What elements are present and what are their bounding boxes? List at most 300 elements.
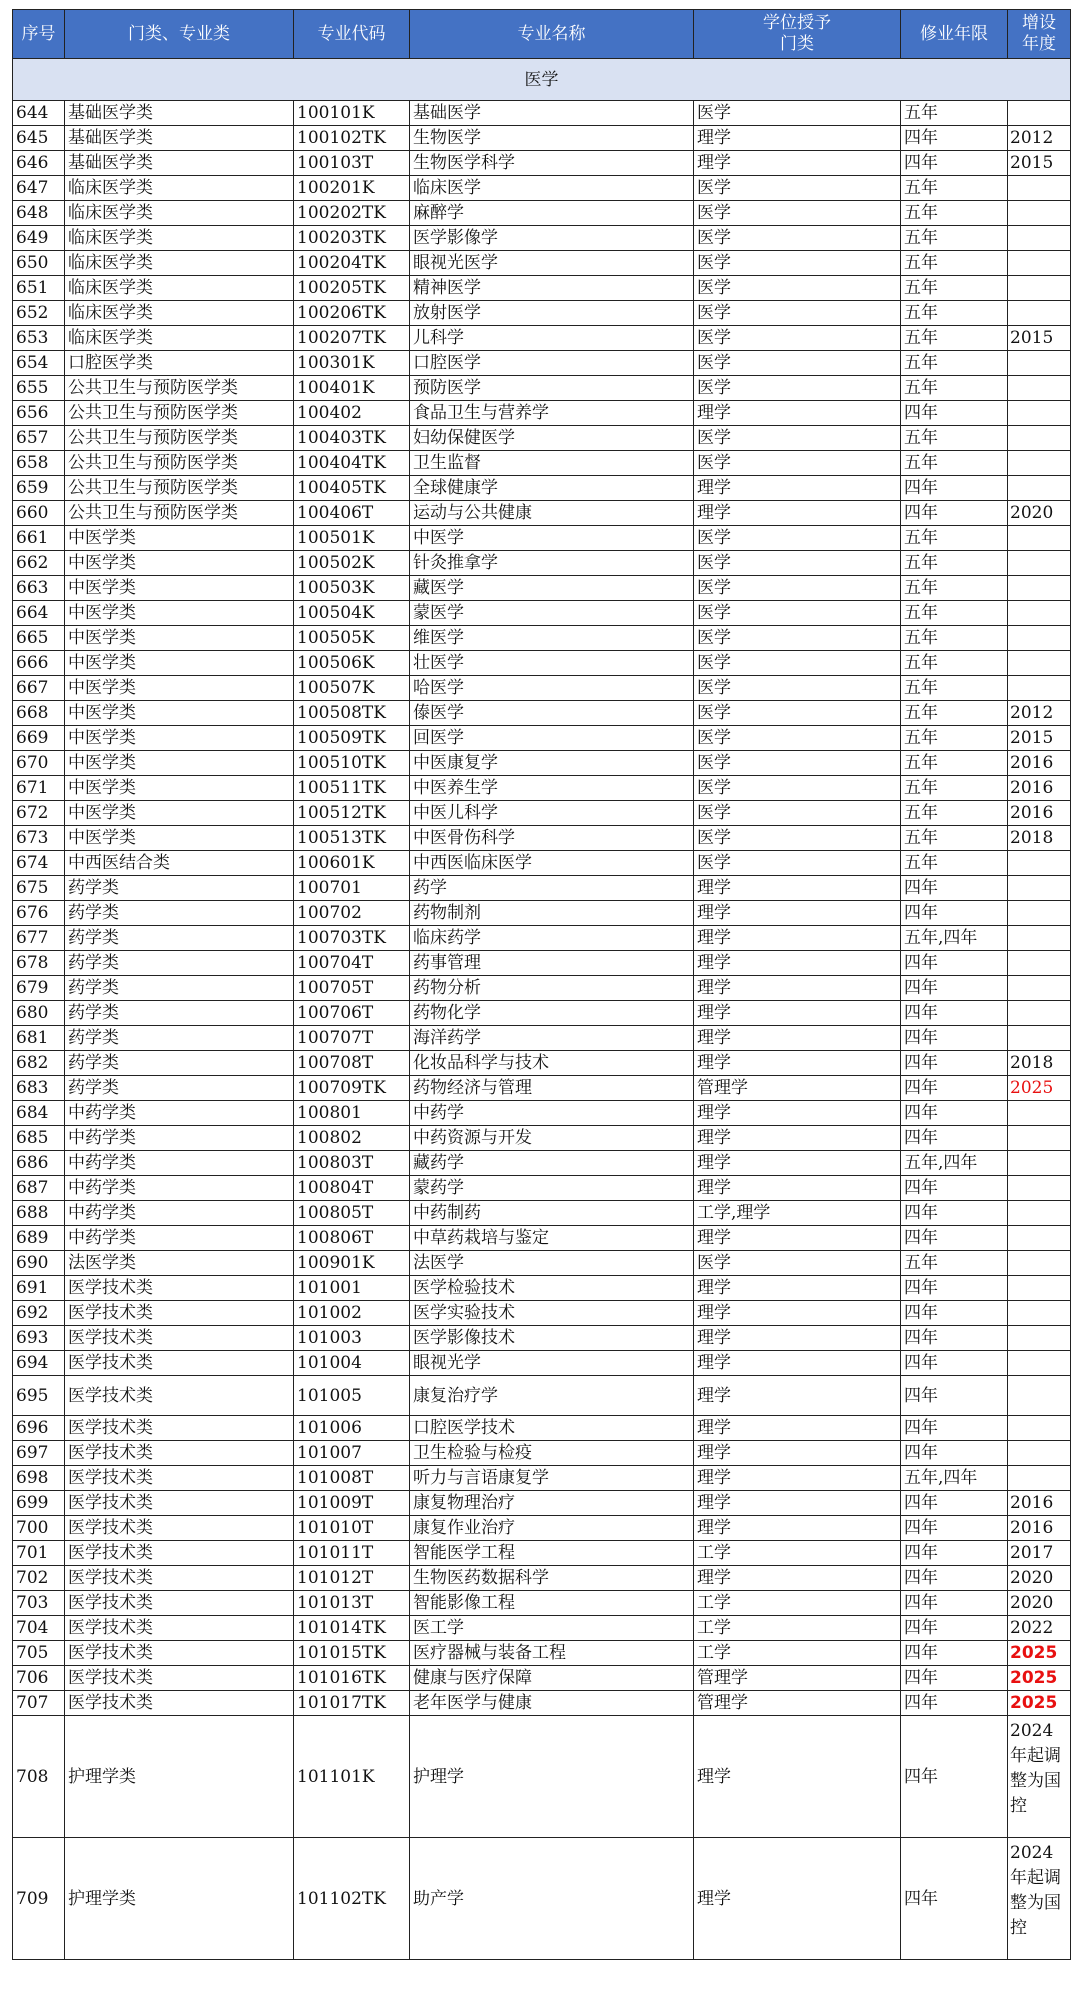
cell-duration: 四年 xyxy=(901,876,1008,901)
cell-degree: 理学 xyxy=(694,151,901,176)
table-row xyxy=(13,1226,1071,1251)
cell-category: 临床医学类 xyxy=(65,251,294,276)
cell-code: 101013T xyxy=(294,1591,410,1616)
cell-code: 100102TK xyxy=(294,126,410,151)
cell-year: 2012 xyxy=(1008,701,1071,726)
cell-name: 哈医学 xyxy=(410,676,694,701)
cell-code: 100403TK xyxy=(294,426,410,451)
cell-name: 中药资源与开发 xyxy=(410,1126,694,1151)
cell-code: 100804T xyxy=(294,1176,410,1201)
cell-code: 100601K xyxy=(294,851,410,876)
table-row xyxy=(13,651,1071,676)
cell-duration: 四年 xyxy=(901,1226,1008,1251)
cell-degree: 理学 xyxy=(694,1516,901,1541)
cell-seq: 667 xyxy=(13,676,65,701)
cell-degree: 医学 xyxy=(694,301,901,326)
cell-year: 2025 xyxy=(1008,1691,1071,1716)
cell-degree: 工学 xyxy=(694,1616,901,1641)
cell-category: 中药学类 xyxy=(65,1226,294,1251)
table-row xyxy=(13,226,1071,251)
cell-name: 健康与医疗保障 xyxy=(410,1666,694,1691)
cell-category: 药学类 xyxy=(65,1076,294,1101)
cell-category: 中医学类 xyxy=(65,601,294,626)
cell-seq: 663 xyxy=(13,576,65,601)
cell-year xyxy=(1008,1251,1071,1276)
cell-degree: 管理学 xyxy=(694,1666,901,1691)
cell-duration: 五年 xyxy=(901,301,1008,326)
cell-category: 医学技术类 xyxy=(65,1641,294,1666)
cell-degree: 理学 xyxy=(694,901,901,926)
cell-year xyxy=(1008,601,1071,626)
cell-duration: 五年 xyxy=(901,326,1008,351)
cell-code: 101010T xyxy=(294,1516,410,1541)
header-category: 门类、专业类 xyxy=(65,10,294,59)
cell-category: 药学类 xyxy=(65,1026,294,1051)
cell-code: 100103T xyxy=(294,151,410,176)
cell-year xyxy=(1008,1301,1071,1326)
cell-degree: 理学 xyxy=(694,1716,901,1838)
cell-seq: 666 xyxy=(13,651,65,676)
cell-code: 100402 xyxy=(294,401,410,426)
table-row xyxy=(13,151,1071,176)
cell-category: 法医学类 xyxy=(65,1251,294,1276)
cell-name: 医学影像学 xyxy=(410,226,694,251)
cell-seq: 674 xyxy=(13,851,65,876)
cell-code: 100510TK xyxy=(294,751,410,776)
cell-code: 100205TK xyxy=(294,276,410,301)
cell-degree: 医学 xyxy=(694,751,901,776)
cell-duration: 五年 xyxy=(901,251,1008,276)
table-row xyxy=(13,1301,1071,1326)
cell-year: 2015 xyxy=(1008,726,1071,751)
cell-degree: 工学 xyxy=(694,1591,901,1616)
cell-year xyxy=(1008,401,1071,426)
cell-name: 儿科学 xyxy=(410,326,694,351)
cell-category: 临床医学类 xyxy=(65,176,294,201)
cell-category: 公共卫生与预防医学类 xyxy=(65,476,294,501)
cell-year xyxy=(1008,551,1071,576)
cell-year xyxy=(1008,576,1071,601)
cell-code: 101014TK xyxy=(294,1616,410,1641)
cell-year: 2024年起调整为国控 xyxy=(1008,1716,1071,1838)
cell-degree: 理学 xyxy=(694,1301,901,1326)
cell-code: 100501K xyxy=(294,526,410,551)
cell-degree: 医学 xyxy=(694,226,901,251)
cell-degree: 管理学 xyxy=(694,1691,901,1716)
cell-category: 医学技术类 xyxy=(65,1666,294,1691)
table-row xyxy=(13,1838,1071,1960)
cell-code: 101008T xyxy=(294,1466,410,1491)
cell-code: 100301K xyxy=(294,351,410,376)
cell-category: 中医学类 xyxy=(65,651,294,676)
cell-code: 100505K xyxy=(294,626,410,651)
cell-category: 医学技术类 xyxy=(65,1491,294,1516)
cell-duration: 五年 xyxy=(901,701,1008,726)
table-row xyxy=(13,701,1071,726)
cell-duration: 五年 xyxy=(901,101,1008,126)
cell-name: 食品卫生与营养学 xyxy=(410,401,694,426)
cell-name: 医学检验技术 xyxy=(410,1276,694,1301)
cell-name: 中医儿科学 xyxy=(410,801,694,826)
cell-code: 100706T xyxy=(294,1001,410,1026)
cell-name: 药事管理 xyxy=(410,951,694,976)
cell-year xyxy=(1008,651,1071,676)
table-row xyxy=(13,326,1071,351)
cell-year: 2018 xyxy=(1008,826,1071,851)
cell-name: 智能影像工程 xyxy=(410,1591,694,1616)
cell-name: 蒙药学 xyxy=(410,1176,694,1201)
cell-degree: 医学 xyxy=(694,176,901,201)
cell-code: 100705T xyxy=(294,976,410,1001)
cell-year: 2015 xyxy=(1008,151,1071,176)
table-row xyxy=(13,126,1071,151)
cell-degree: 理学 xyxy=(694,951,901,976)
cell-code: 100406T xyxy=(294,501,410,526)
table-row xyxy=(13,501,1071,526)
cell-year: 2016 xyxy=(1008,751,1071,776)
table-row xyxy=(13,1351,1071,1376)
cell-name: 中医养生学 xyxy=(410,776,694,801)
table-row xyxy=(13,1001,1071,1026)
table-row xyxy=(13,426,1071,451)
cell-year xyxy=(1008,1001,1071,1026)
header-degree: 学位授予 门类 xyxy=(694,10,901,59)
cell-name: 智能医学工程 xyxy=(410,1541,694,1566)
table-row xyxy=(13,251,1071,276)
table-row xyxy=(13,1466,1071,1491)
cell-code: 100404TK xyxy=(294,451,410,476)
cell-name: 藏药学 xyxy=(410,1151,694,1176)
cell-year xyxy=(1008,351,1071,376)
cell-seq: 645 xyxy=(13,126,65,151)
cell-seq: 696 xyxy=(13,1416,65,1441)
table-row xyxy=(13,301,1071,326)
cell-year xyxy=(1008,201,1071,226)
header-code: 专业代码 xyxy=(294,10,410,59)
cell-duration: 五年,四年 xyxy=(901,1151,1008,1176)
cell-seq: 646 xyxy=(13,151,65,176)
cell-name: 妇幼保健医学 xyxy=(410,426,694,451)
cell-year xyxy=(1008,626,1071,651)
cell-year xyxy=(1008,1151,1071,1176)
cell-category: 医学技术类 xyxy=(65,1441,294,1466)
cell-seq: 687 xyxy=(13,1176,65,1201)
cell-category: 药学类 xyxy=(65,1001,294,1026)
table-row xyxy=(13,1541,1071,1566)
cell-year xyxy=(1008,1126,1071,1151)
cell-duration: 五年 xyxy=(901,726,1008,751)
cell-name: 助产学 xyxy=(410,1838,694,1960)
cell-duration: 五年 xyxy=(901,651,1008,676)
cell-year xyxy=(1008,176,1071,201)
cell-duration: 五年 xyxy=(901,451,1008,476)
cell-category: 临床医学类 xyxy=(65,201,294,226)
table-row xyxy=(13,451,1071,476)
cell-code: 100506K xyxy=(294,651,410,676)
cell-seq: 702 xyxy=(13,1566,65,1591)
table-row xyxy=(13,1151,1071,1176)
cell-degree: 理学 xyxy=(694,1351,901,1376)
cell-duration: 五年 xyxy=(901,226,1008,251)
header-row xyxy=(13,10,1071,59)
cell-seq: 661 xyxy=(13,526,65,551)
cell-name: 康复物理治疗 xyxy=(410,1491,694,1516)
cell-seq: 695 xyxy=(13,1376,65,1416)
table-row xyxy=(13,176,1071,201)
cell-category: 中药学类 xyxy=(65,1101,294,1126)
cell-degree: 理学 xyxy=(694,1566,901,1591)
cell-code: 101011T xyxy=(294,1541,410,1566)
cell-code: 100701 xyxy=(294,876,410,901)
cell-category: 中医学类 xyxy=(65,676,294,701)
cell-seq: 708 xyxy=(13,1716,65,1838)
cell-name: 临床医学 xyxy=(410,176,694,201)
cell-category: 基础医学类 xyxy=(65,126,294,151)
cell-seq: 685 xyxy=(13,1126,65,1151)
cell-year xyxy=(1008,301,1071,326)
table-row xyxy=(13,1641,1071,1666)
cell-code: 100508TK xyxy=(294,701,410,726)
cell-year xyxy=(1008,1226,1071,1251)
cell-seq: 651 xyxy=(13,276,65,301)
table-row xyxy=(13,1326,1071,1351)
cell-seq: 705 xyxy=(13,1641,65,1666)
cell-seq: 658 xyxy=(13,451,65,476)
cell-category: 公共卫生与预防医学类 xyxy=(65,426,294,451)
cell-name: 法医学 xyxy=(410,1251,694,1276)
cell-seq: 689 xyxy=(13,1226,65,1251)
cell-duration: 五年 xyxy=(901,551,1008,576)
table-row xyxy=(13,101,1071,126)
cell-seq: 694 xyxy=(13,1351,65,1376)
cell-year xyxy=(1008,526,1071,551)
cell-code: 100206TK xyxy=(294,301,410,326)
cell-seq: 703 xyxy=(13,1591,65,1616)
cell-year xyxy=(1008,951,1071,976)
cell-code: 101003 xyxy=(294,1326,410,1351)
cell-degree: 理学 xyxy=(694,1326,901,1351)
cell-name: 麻醉学 xyxy=(410,201,694,226)
cell-duration: 五年,四年 xyxy=(901,926,1008,951)
cell-name: 护理学 xyxy=(410,1716,694,1838)
cell-seq: 709 xyxy=(13,1838,65,1960)
cell-code: 100708T xyxy=(294,1051,410,1076)
cell-seq: 660 xyxy=(13,501,65,526)
cell-name: 回医学 xyxy=(410,726,694,751)
cell-year xyxy=(1008,1201,1071,1226)
cell-degree: 理学 xyxy=(694,476,901,501)
cell-category: 中药学类 xyxy=(65,1201,294,1226)
table-row xyxy=(13,276,1071,301)
cell-name: 蒙医学 xyxy=(410,601,694,626)
cell-category: 医学技术类 xyxy=(65,1566,294,1591)
cell-degree: 医学 xyxy=(694,776,901,801)
cell-seq: 675 xyxy=(13,876,65,901)
cell-category: 中医学类 xyxy=(65,551,294,576)
cell-degree: 医学 xyxy=(694,451,901,476)
cell-code: 100511TK xyxy=(294,776,410,801)
cell-year xyxy=(1008,1416,1071,1441)
cell-code: 100513TK xyxy=(294,826,410,851)
cell-year xyxy=(1008,101,1071,126)
cell-year xyxy=(1008,851,1071,876)
cell-seq: 649 xyxy=(13,226,65,251)
cell-code: 100401K xyxy=(294,376,410,401)
cell-category: 临床医学类 xyxy=(65,226,294,251)
cell-name: 傣医学 xyxy=(410,701,694,726)
header-year: 增设 年度 xyxy=(1008,10,1071,59)
table-row xyxy=(13,1201,1071,1226)
cell-name: 中西医临床医学 xyxy=(410,851,694,876)
cell-year xyxy=(1008,926,1071,951)
cell-duration: 四年 xyxy=(901,1276,1008,1301)
cell-category: 公共卫生与预防医学类 xyxy=(65,501,294,526)
cell-seq: 683 xyxy=(13,1076,65,1101)
cell-code: 100512TK xyxy=(294,801,410,826)
cell-degree: 理学 xyxy=(694,401,901,426)
cell-year: 2016 xyxy=(1008,776,1071,801)
cell-name: 药学 xyxy=(410,876,694,901)
table-row xyxy=(13,476,1071,501)
table-row xyxy=(13,926,1071,951)
cell-seq: 693 xyxy=(13,1326,65,1351)
table-row xyxy=(13,1566,1071,1591)
cell-duration: 五年 xyxy=(901,801,1008,826)
cell-seq: 665 xyxy=(13,626,65,651)
cell-category: 药学类 xyxy=(65,926,294,951)
cell-name: 康复治疗学 xyxy=(410,1376,694,1416)
cell-year xyxy=(1008,1351,1071,1376)
cell-duration: 四年 xyxy=(901,1051,1008,1076)
table-row xyxy=(13,1126,1071,1151)
cell-category: 药学类 xyxy=(65,976,294,1001)
table-row xyxy=(13,1101,1071,1126)
cell-code: 100805T xyxy=(294,1201,410,1226)
cell-seq: 648 xyxy=(13,201,65,226)
cell-code: 101015TK xyxy=(294,1641,410,1666)
cell-category: 中医学类 xyxy=(65,751,294,776)
table-row xyxy=(13,1416,1071,1441)
cell-seq: 673 xyxy=(13,826,65,851)
cell-duration: 四年 xyxy=(901,951,1008,976)
cell-duration: 四年 xyxy=(901,476,1008,501)
cell-code: 100202TK xyxy=(294,201,410,226)
major-catalog-table-wrap xyxy=(12,9,1070,1960)
cell-code: 100405TK xyxy=(294,476,410,501)
table-row xyxy=(13,826,1071,851)
cell-name: 口腔医学技术 xyxy=(410,1416,694,1441)
cell-duration: 四年 xyxy=(901,1716,1008,1838)
cell-duration: 五年 xyxy=(901,576,1008,601)
cell-code: 101017TK xyxy=(294,1691,410,1716)
cell-duration: 四年 xyxy=(901,1416,1008,1441)
table-row xyxy=(13,551,1071,576)
table-row xyxy=(13,976,1071,1001)
cell-duration: 四年 xyxy=(901,126,1008,151)
cell-degree: 理学 xyxy=(694,126,901,151)
table-row xyxy=(13,1441,1071,1466)
cell-category: 药学类 xyxy=(65,876,294,901)
cell-duration: 五年 xyxy=(901,276,1008,301)
cell-degree: 医学 xyxy=(694,676,901,701)
cell-degree: 理学 xyxy=(694,1126,901,1151)
table-row xyxy=(13,751,1071,776)
cell-category: 医学技术类 xyxy=(65,1591,294,1616)
cell-code: 101012T xyxy=(294,1566,410,1591)
cell-seq: 691 xyxy=(13,1276,65,1301)
cell-duration: 四年 xyxy=(901,1176,1008,1201)
cell-year: 2025 xyxy=(1008,1666,1071,1691)
cell-seq: 684 xyxy=(13,1101,65,1126)
cell-duration: 四年 xyxy=(901,151,1008,176)
cell-code: 100207TK xyxy=(294,326,410,351)
cell-duration: 五年 xyxy=(901,351,1008,376)
cell-code: 100802 xyxy=(294,1126,410,1151)
cell-degree: 医学 xyxy=(694,1251,901,1276)
cell-degree: 理学 xyxy=(694,1416,901,1441)
cell-degree: 理学 xyxy=(694,1376,901,1416)
cell-name: 康复作业治疗 xyxy=(410,1516,694,1541)
cell-category: 公共卫生与预防医学类 xyxy=(65,451,294,476)
cell-degree: 医学 xyxy=(694,426,901,451)
cell-year xyxy=(1008,376,1071,401)
header-seq: 序号 xyxy=(13,10,65,59)
table-row xyxy=(13,801,1071,826)
cell-seq: 653 xyxy=(13,326,65,351)
table-row xyxy=(13,951,1071,976)
cell-duration: 五年 xyxy=(901,851,1008,876)
cell-degree: 医学 xyxy=(694,651,901,676)
table-row xyxy=(13,626,1071,651)
cell-name: 中医康复学 xyxy=(410,751,694,776)
cell-year: 2020 xyxy=(1008,1591,1071,1616)
cell-name: 眼视光医学 xyxy=(410,251,694,276)
cell-seq: 668 xyxy=(13,701,65,726)
table-row xyxy=(13,401,1071,426)
cell-category: 公共卫生与预防医学类 xyxy=(65,376,294,401)
cell-seq: 664 xyxy=(13,601,65,626)
cell-seq: 655 xyxy=(13,376,65,401)
cell-year xyxy=(1008,276,1071,301)
table-row xyxy=(13,1591,1071,1616)
cell-year: 2025 xyxy=(1008,1641,1071,1666)
cell-degree: 理学 xyxy=(694,1466,901,1491)
cell-degree: 医学 xyxy=(694,726,901,751)
cell-duration: 四年 xyxy=(901,1376,1008,1416)
cell-year xyxy=(1008,1026,1071,1051)
cell-duration: 四年 xyxy=(901,1301,1008,1326)
cell-code: 101002 xyxy=(294,1301,410,1326)
cell-name: 中草药栽培与鉴定 xyxy=(410,1226,694,1251)
cell-degree: 理学 xyxy=(694,976,901,1001)
cell-degree: 医学 xyxy=(694,376,901,401)
cell-seq: 686 xyxy=(13,1151,65,1176)
cell-seq: 662 xyxy=(13,551,65,576)
cell-degree: 医学 xyxy=(694,701,901,726)
cell-code: 100709TK xyxy=(294,1076,410,1101)
cell-category: 中医学类 xyxy=(65,526,294,551)
cell-code: 101004 xyxy=(294,1351,410,1376)
table-row xyxy=(13,1516,1071,1541)
table-row xyxy=(13,1176,1071,1201)
cell-name: 基础医学 xyxy=(410,101,694,126)
cell-seq: 659 xyxy=(13,476,65,501)
cell-code: 100703TK xyxy=(294,926,410,951)
cell-year: 2020 xyxy=(1008,501,1071,526)
cell-name: 中药制药 xyxy=(410,1201,694,1226)
cell-duration: 四年 xyxy=(901,1126,1008,1151)
cell-name: 壮医学 xyxy=(410,651,694,676)
